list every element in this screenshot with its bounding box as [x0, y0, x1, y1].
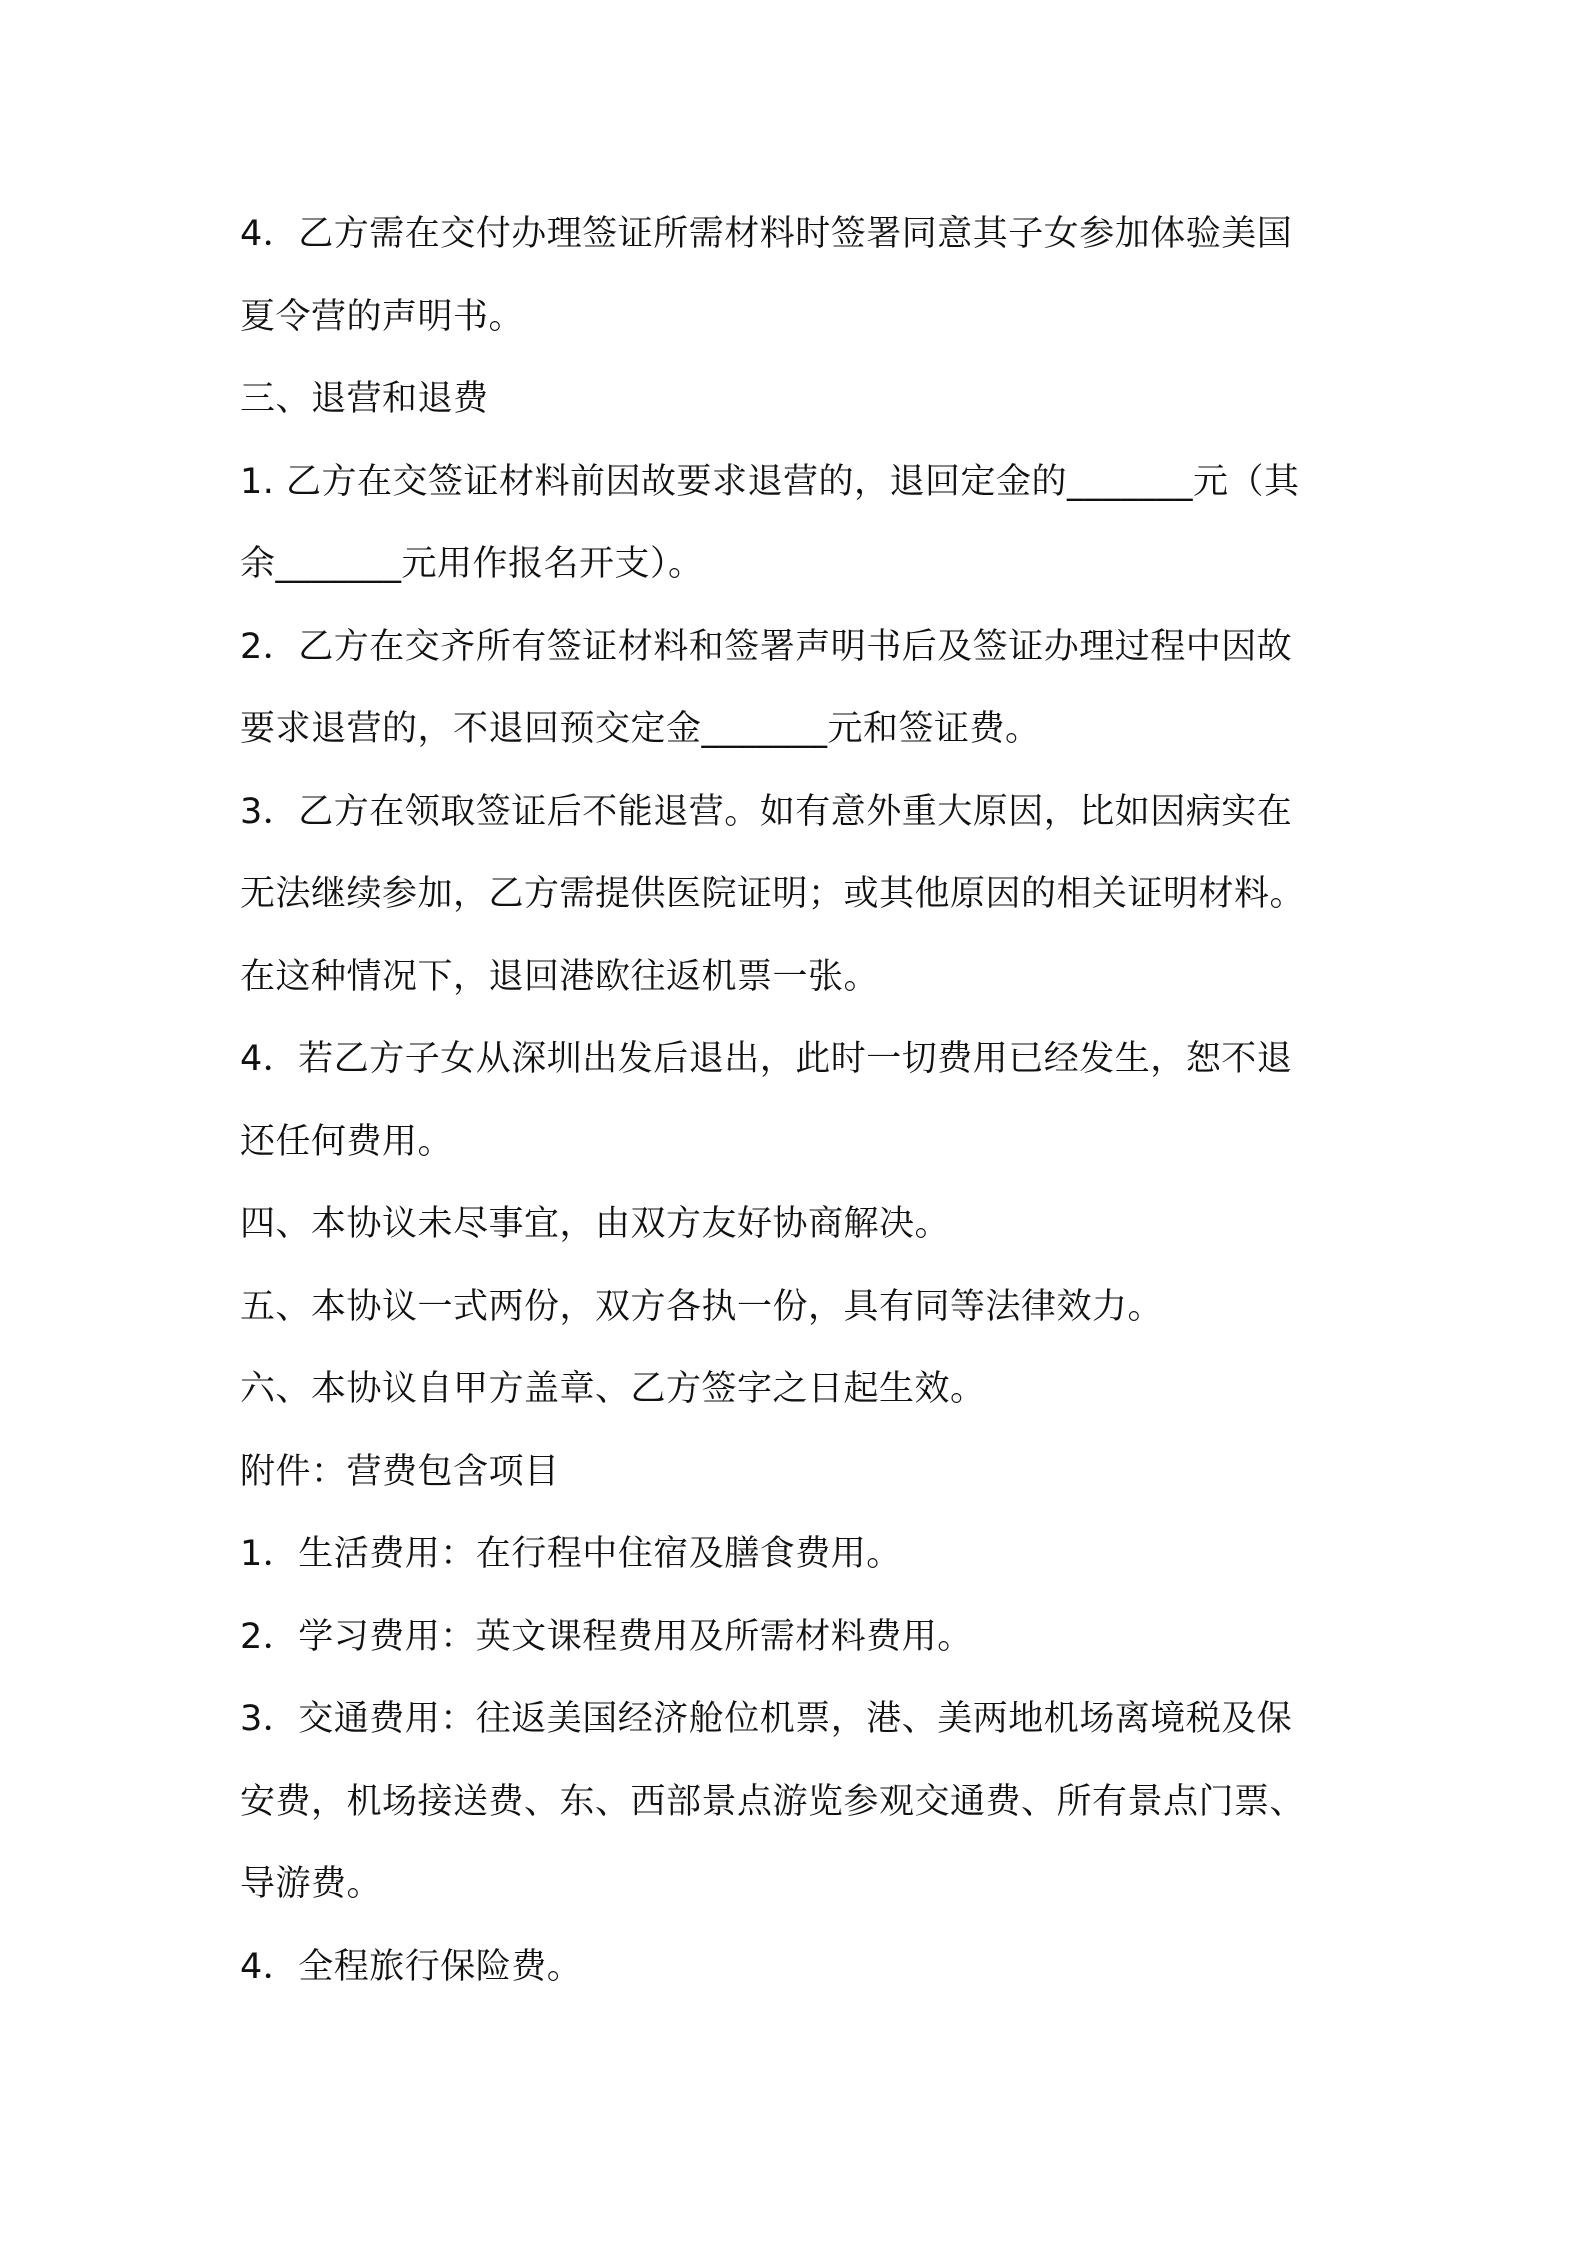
text-line: 1．生活费用：在行程中住宿及膳食费用。	[240, 1534, 902, 1574]
section-heading: 六、本协议自甲方盖章、乙方签字之日起生效。	[240, 1369, 986, 1409]
text-line: 在这种情况下，退回港欧往返机票一张。	[240, 956, 880, 997]
text-line: 2．学习费用：英文课程费用及所需材料费用。	[240, 1616, 973, 1657]
text-line: 4．全程旅行保险费。	[240, 1946, 583, 1987]
section-heading: 五、本协议一式两份，双方各执一份，具有同等法律效力。	[240, 1286, 1164, 1327]
text-line: 4．乙方需在交付办理签证所需材料时签署同意其子女参加体验美国	[240, 214, 1293, 254]
document-body	[240, 193, 1360, 2008]
text-line: 安费，机场接送费、东、西部景点游览参观交通费、所有景点门票、	[240, 1781, 1306, 1822]
text-line: 1. 乙方在交签证材料前因故要求退营的，退回定金的_______元（其	[240, 461, 1300, 502]
section-heading: 三、退营和退费	[240, 379, 489, 419]
text-line: 导游费。	[240, 1864, 383, 1904]
text-line: 要求退营的，不退回预交定金_______元和签证费。	[240, 709, 1041, 749]
text-line: 3．乙方在领取签证后不能退营。如有意外重大原因，比如因病实在	[240, 791, 1293, 832]
section-heading: 四、本协议未尽事宜，由双方友好协商解决。	[240, 1204, 951, 1244]
text-line: 2．乙方在交齐所有签证材料和签署声明书后及签证办理过程中因故	[240, 626, 1293, 667]
text-line: 无法继续参加，乙方需提供医院证明；或其他原因的相关证明材料。	[240, 874, 1306, 914]
text-line: 还任何费用。	[240, 1121, 454, 1162]
text-line: 夏令营的声明书。	[240, 296, 525, 337]
text-line: 余_______元用作报名开支）。	[240, 544, 704, 584]
attachment-heading: 附件：营费包含项目	[240, 1451, 560, 1492]
text-line: 3．交通费用：往返美国经济舱位机票，港、美两地机场离境税及保	[240, 1699, 1293, 1739]
text-line: 4．若乙方子女从深圳出发后退出，此时一切费用已经发生，恕不退	[240, 1039, 1293, 1079]
